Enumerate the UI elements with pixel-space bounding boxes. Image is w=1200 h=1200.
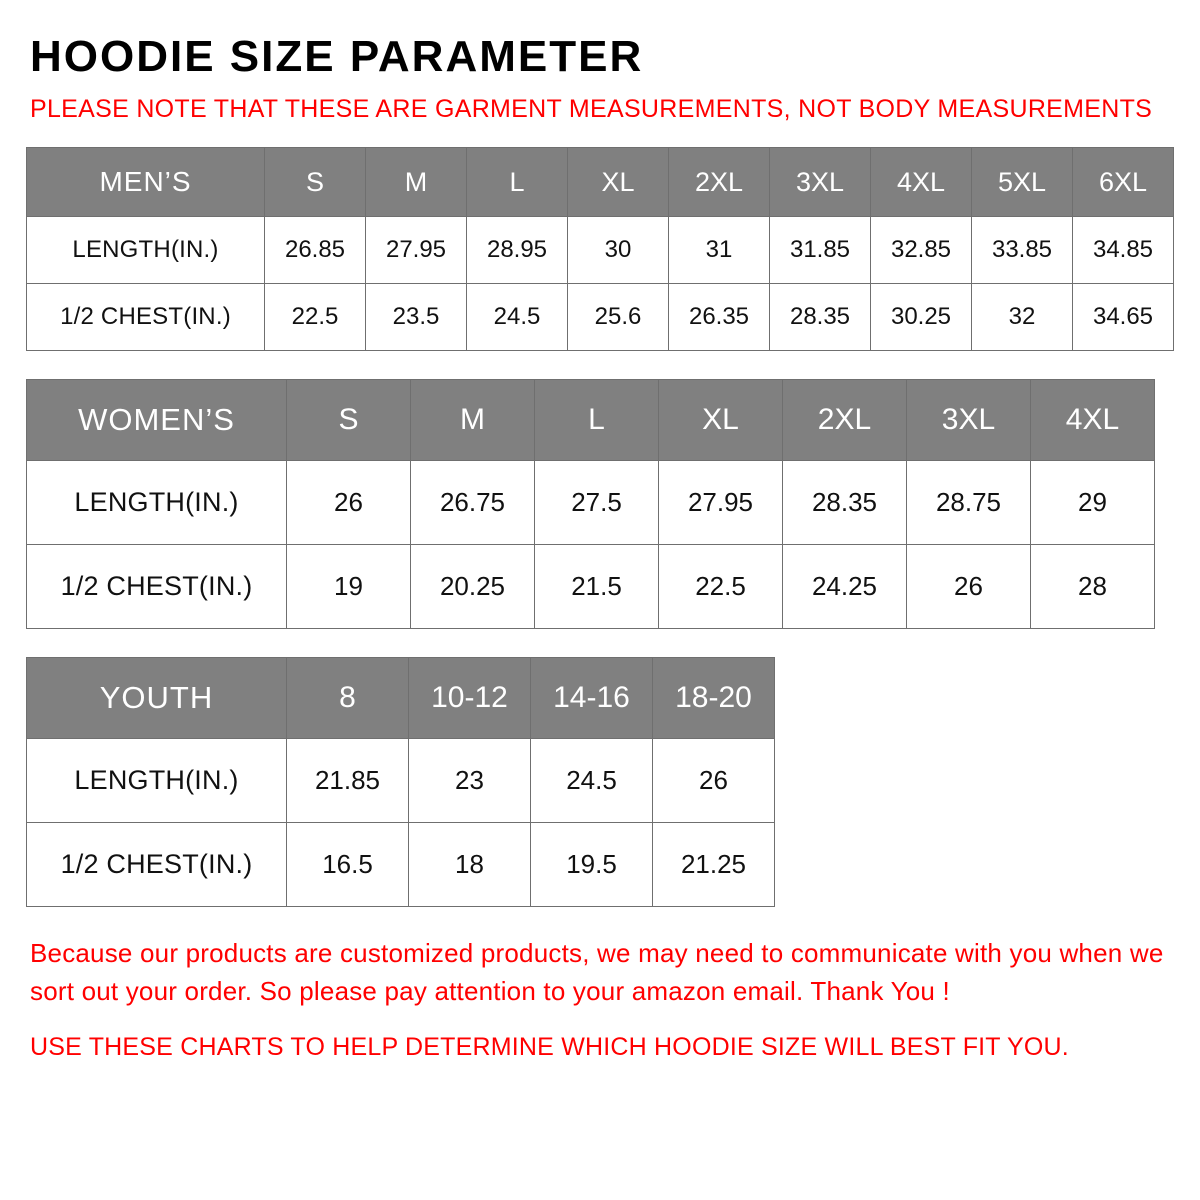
row-label: 1/2 CHEST(IN.) (27, 823, 287, 907)
size-header: S (287, 380, 411, 461)
size-header: 5XL (972, 148, 1073, 217)
measurement-cell: 19 (287, 545, 411, 629)
table-row (27, 461, 1155, 545)
womens-size-table (26, 379, 1155, 629)
measurement-cell: 20.25 (411, 545, 535, 629)
youth-size-table (26, 657, 775, 907)
measurement-cell: 21.25 (653, 823, 775, 907)
measurement-cell: 19.5 (531, 823, 653, 907)
table-header-row (27, 658, 775, 739)
measurement-cell: 30 (568, 217, 669, 284)
measurement-cell: 28 (1031, 545, 1155, 629)
measurement-cell: 31.85 (770, 217, 871, 284)
measurement-cell: 26 (907, 545, 1031, 629)
measurement-cell: 26 (287, 461, 411, 545)
measurement-cell: 18 (409, 823, 531, 907)
measurement-cell: 21.85 (287, 739, 409, 823)
measurement-cell: 24.5 (531, 739, 653, 823)
measurement-cell: 26 (653, 739, 775, 823)
row-label: LENGTH(IN.) (27, 217, 265, 284)
size-header: 4XL (1031, 380, 1155, 461)
size-header: 3XL (770, 148, 871, 217)
measurement-cell: 22.5 (659, 545, 783, 629)
row-label: LENGTH(IN.) (27, 461, 287, 545)
measurement-cell: 22.5 (265, 284, 366, 351)
chart-usage-note: USE THESE CHARTS TO HELP DETERMINE WHICH HOODIE SIZE WILL BEST FIT YOU. (30, 1032, 1069, 1061)
row-label: 1/2 CHEST(IN.) (27, 284, 265, 351)
table-row (27, 284, 1174, 351)
size-header: 2XL (669, 148, 770, 217)
size-header: 10-12 (409, 658, 531, 739)
size-header: 18-20 (653, 658, 775, 739)
category-label: MEN’S (27, 148, 265, 217)
measurement-cell: 34.85 (1073, 217, 1174, 284)
table-row (27, 823, 775, 907)
measurement-cell: 16.5 (287, 823, 409, 907)
table-header-row (27, 148, 1174, 217)
footer-notes (30, 935, 1174, 1065)
measurement-cell: 28.35 (783, 461, 907, 545)
size-header: M (366, 148, 467, 217)
measurement-cell: 21.5 (535, 545, 659, 629)
category-label: WOMEN’S (27, 380, 287, 461)
row-label: 1/2 CHEST(IN.) (27, 545, 287, 629)
page-title: HOODIE SIZE PARAMETER (30, 32, 644, 81)
mens-size-table (26, 147, 1174, 351)
measurement-cell: 33.85 (972, 217, 1073, 284)
size-header: 4XL (871, 148, 972, 217)
table-header-row (27, 380, 1155, 461)
measurement-cell: 27.95 (366, 217, 467, 284)
size-header: S (265, 148, 366, 217)
measurement-cell: 26.75 (411, 461, 535, 545)
size-header: L (535, 380, 659, 461)
size-header: 6XL (1073, 148, 1174, 217)
size-header: M (411, 380, 535, 461)
measurement-cell: 30.25 (871, 284, 972, 351)
measurement-cell: 26.35 (669, 284, 770, 351)
size-header: 3XL (907, 380, 1031, 461)
measurement-cell: 24.25 (783, 545, 907, 629)
measurement-cell: 23 (409, 739, 531, 823)
measurement-cell: 25.6 (568, 284, 669, 351)
table-row (27, 545, 1155, 629)
measurement-cell: 27.95 (659, 461, 783, 545)
measurement-cell: 24.5 (467, 284, 568, 351)
measurement-cell: 27.5 (535, 461, 659, 545)
size-header: XL (568, 148, 669, 217)
measurement-cell: 26.85 (265, 217, 366, 284)
size-header: 14-16 (531, 658, 653, 739)
category-label: YOUTH (27, 658, 287, 739)
measurement-cell: 31 (669, 217, 770, 284)
customization-note: Because our products are customized products, we may need to communicate with you when we sort out your order. So please pay attention to your amazon email. Thank You ! (30, 938, 1164, 1007)
measurement-cell: 32.85 (871, 217, 972, 284)
measurement-cell: 28.35 (770, 284, 871, 351)
size-header: L (467, 148, 568, 217)
measurement-cell: 23.5 (366, 284, 467, 351)
measurement-cell: 28.95 (467, 217, 568, 284)
measurement-cell: 29 (1031, 461, 1155, 545)
table-row (27, 739, 775, 823)
measurement-cell: 28.75 (907, 461, 1031, 545)
measurement-cell: 32 (972, 284, 1073, 351)
size-header: 8 (287, 658, 409, 739)
row-label: LENGTH(IN.) (27, 739, 287, 823)
table-row (27, 217, 1174, 284)
measurement-note: PLEASE NOTE THAT THESE ARE GARMENT MEASUREMENTS, NOT BODY MEASUREMENTS (30, 95, 1153, 124)
size-header: 2XL (783, 380, 907, 461)
size-header: XL (659, 380, 783, 461)
measurement-cell: 34.65 (1073, 284, 1174, 351)
